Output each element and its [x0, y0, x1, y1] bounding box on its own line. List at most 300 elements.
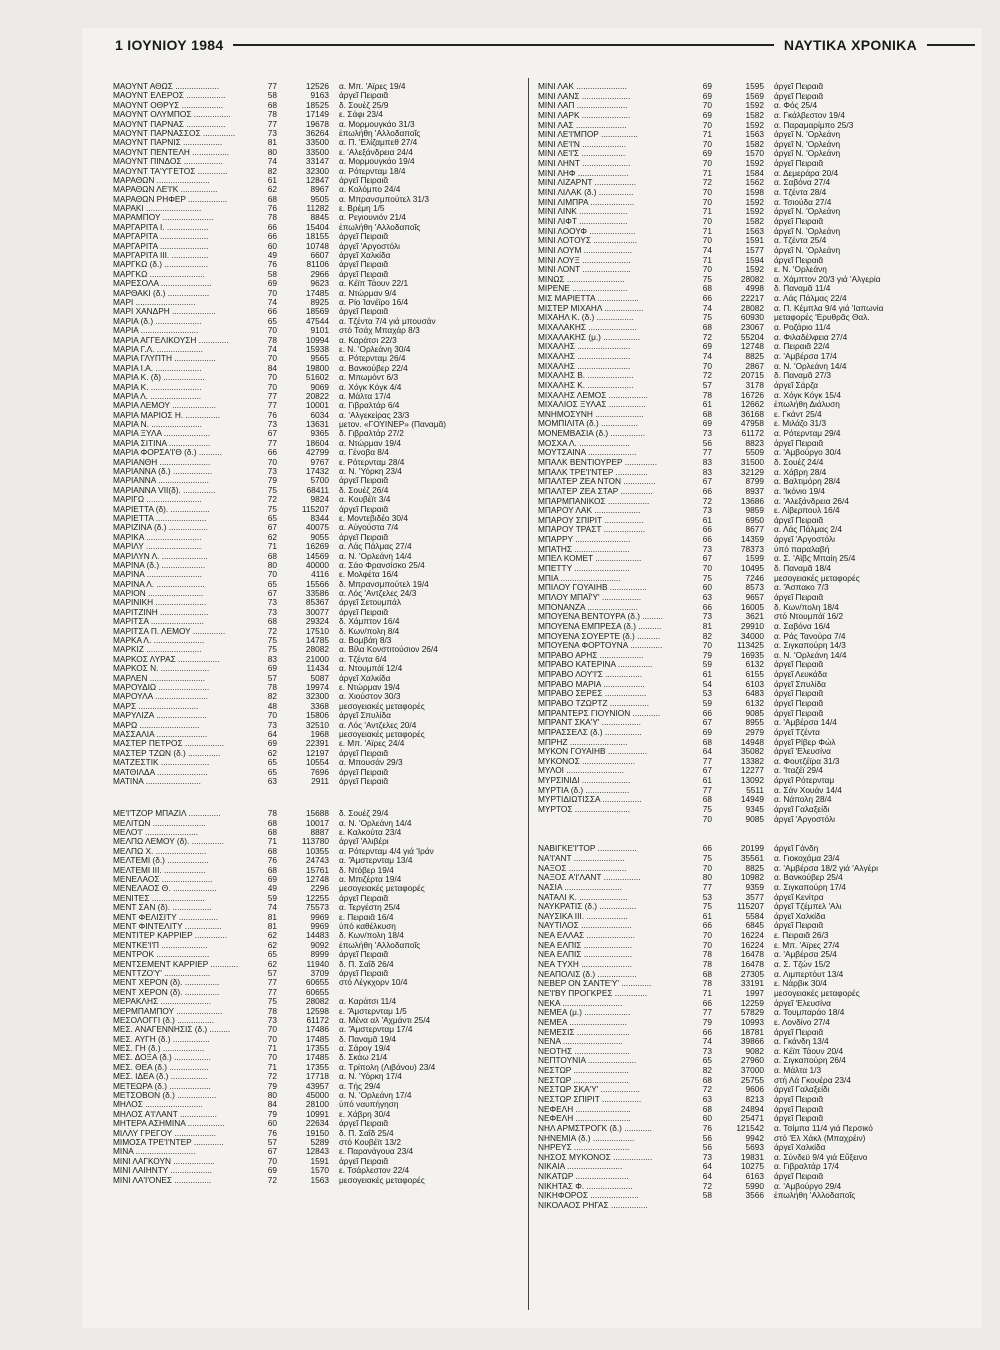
- ship-name: ΜΕΛΠΩ Χ. ......................: [113, 846, 207, 856]
- tonnage: 1563: [745, 130, 764, 140]
- build-year: 78: [267, 809, 277, 819]
- build-year: 66: [702, 535, 712, 545]
- ship-status: α. Χάμπτον 20/3 γιά 'Αλγερία: [774, 274, 881, 284]
- build-year: 78: [267, 1006, 277, 1016]
- ship-row: [538, 554, 970, 564]
- ship-row: [538, 795, 970, 805]
- tonnage: 22391: [305, 739, 329, 749]
- ship-row: [113, 401, 533, 410]
- ship-name: ΜΕΝΕΛΑΟΣ ......................: [113, 875, 213, 885]
- build-year: 61: [702, 911, 712, 921]
- ship-row: [113, 148, 533, 157]
- ship-status: δ. Παναμᾶ 18/4: [774, 564, 831, 574]
- build-year: 68: [267, 865, 277, 875]
- ship-row: [113, 739, 533, 748]
- ship-row: [113, 645, 533, 654]
- tonnage: 5584: [745, 911, 764, 921]
- ship-row: [538, 950, 970, 960]
- ship-status: στό Κουβέϊτ 13/2: [339, 1137, 401, 1147]
- tonnage: 24894: [740, 1104, 764, 1114]
- build-year: 84: [267, 1100, 277, 1110]
- ship-row: [113, 354, 533, 363]
- ship-status: α. 'Αμβέρσα 25/4: [774, 950, 837, 960]
- build-year: 57: [267, 968, 277, 978]
- build-year: 71: [702, 255, 712, 265]
- publication-title: ΝΑΥΤΙΚΑ ΧΡΟΝΙΚΑ: [783, 37, 917, 53]
- ship-status: άργεῖ Πειραιᾶ: [339, 232, 389, 242]
- ship-name: ΜΙΝΙ ΛΟΝΤ .....................: [538, 265, 631, 275]
- build-year: 81: [267, 138, 277, 148]
- build-year: 62: [267, 931, 277, 941]
- build-year: 71: [702, 168, 712, 178]
- ship-name: ΜΑΡΚΟΣ Ν. .....................: [113, 664, 210, 674]
- ship-name: ΜΕΛΠΩ ΛΕΜΟΥ (δ). ..............: [113, 837, 224, 847]
- ship-name: ΜΑΡΙΑ ΦΟΡΣΑ'Ι'Θ (δ.) ..........: [113, 448, 222, 458]
- ship-row: [113, 875, 533, 884]
- ship-row: [113, 242, 533, 251]
- ship-name: ΜΕΤΕΩΡΑ (δ.) ..................: [113, 1081, 211, 1091]
- tonnage: 12197: [305, 748, 329, 758]
- ship-name: ΜΙΧΑΗΛ Κ. (δ.) ................: [538, 313, 634, 323]
- tonnage: 9824: [310, 495, 329, 505]
- ship-name: ΜΕΣ. ΔΟΞΑ (δ.) ................: [113, 1053, 211, 1063]
- ship-name: ΜΗΛΟΣ Α'Ι'ΛΑΝΤ ................: [113, 1109, 217, 1119]
- ship-name: ΝΑΣΙΑ .........................: [538, 882, 622, 892]
- ship-row: [538, 391, 970, 401]
- ship-status: άργεῖ Κενίτρα: [774, 892, 824, 902]
- ship-name: ΜΑΡΑΘΩΝ ΛΕ'Ι'Κ ................: [113, 185, 218, 195]
- ship-row: [113, 664, 533, 673]
- ship-name: ΜΑΣΤΕΡ ΤΖΩΝ (δ.) ..............: [113, 748, 221, 758]
- tonnage: 8825: [745, 863, 764, 873]
- ship-row: [538, 844, 970, 854]
- tonnage: 11434: [306, 664, 329, 674]
- ship-status: άργεῖ Πειραιᾶ: [339, 1156, 389, 1166]
- ship-name: ΜΑΡΥΛΙΖΑ ......................: [113, 711, 207, 721]
- ship-row: [113, 809, 533, 818]
- ship-name: ΜΑΡΙΝΑ (δ.) ...................: [113, 560, 206, 570]
- build-year: 65: [267, 767, 277, 777]
- ship-status: ἐπωλήθη 'Αλλοδαποῖς: [774, 1191, 856, 1201]
- ship-name: ΜΑΡΙΑ ΞΥΛΑ ....................: [113, 429, 211, 439]
- tonnage: 9085: [745, 708, 764, 718]
- ship-row: [538, 641, 970, 651]
- ship-row: [538, 1124, 970, 1134]
- tonnage: 5509: [745, 448, 764, 458]
- build-year: 71: [702, 988, 712, 998]
- ship-row: [538, 1028, 970, 1038]
- ship-row: [538, 333, 970, 343]
- tonnage: 12748: [305, 875, 329, 885]
- tonnage: 7696: [310, 767, 329, 777]
- build-year: 70: [267, 1053, 277, 1063]
- ship-name: ΜΑΡΙΑΝΝΑ (δ.) .................: [113, 467, 213, 477]
- build-year: 57: [702, 380, 712, 390]
- build-year: 75: [702, 313, 712, 323]
- build-year: 79: [267, 1109, 277, 1119]
- tonnage: 28082: [740, 303, 764, 313]
- ship-name: ΜΟΣΧΑ Λ. ......................: [538, 438, 630, 448]
- build-year: 56: [702, 1133, 712, 1143]
- ship-status: άργεῖ Πειραιᾶ: [339, 1119, 389, 1129]
- ship-name: ΜΥΚΟΝΟΣ .......................: [538, 756, 636, 766]
- ship-name: ΜΑΡΟΥΔΙΩ ......................: [113, 683, 210, 692]
- tonnage: 1584: [745, 168, 764, 178]
- tonnage: 1582: [745, 216, 764, 226]
- build-year: 82: [267, 692, 277, 702]
- ship-status: α. Π. Κέμπλα 9/4 γιά 'Ιαπωνία: [774, 303, 884, 313]
- ship-row: [113, 185, 533, 194]
- ship-name: ΜΑΡΙΑ ΣΙΤΙΝΑ ..................: [113, 438, 211, 448]
- ship-name: ΝΕΜΕΣΙΣ .......................: [538, 1027, 630, 1037]
- build-year: 80: [267, 560, 277, 570]
- ship-row: [113, 533, 533, 542]
- build-year: 73: [267, 467, 277, 477]
- header-rule-right: [927, 44, 975, 46]
- tonnage: 6483: [745, 689, 764, 699]
- ship-status: δ. Παναμᾶ 27/3: [774, 371, 831, 381]
- build-year: 81: [267, 921, 277, 931]
- ship-status: άργεῖ 'Αλιβέρι: [339, 837, 389, 847]
- ship-name: ΜΑΡΙΝΙΚΗ ......................: [113, 598, 207, 608]
- ship-name: ΜΑΡΙΛΥΝ Λ. ....................: [113, 551, 208, 561]
- right-column: [538, 82, 970, 1211]
- build-year: 79: [702, 1017, 712, 1027]
- ship-status: άργεῖ Ν. 'Ορλεάνη: [774, 207, 841, 217]
- tonnage: 5289: [310, 1137, 329, 1147]
- ship-name: ΜΑΡΙΑΝΘΗ ......................: [113, 457, 211, 467]
- build-year: 49: [267, 884, 277, 894]
- ship-status: άργεῖ Ρότερνταμ: [774, 776, 835, 786]
- ship-row: [538, 660, 970, 670]
- ship-row: [113, 523, 533, 532]
- ship-name: ΜΑΡΙΝΑ ........................: [113, 570, 202, 580]
- build-year: 70: [267, 373, 277, 383]
- ship-row: [538, 699, 970, 709]
- tonnage: 1592: [745, 197, 764, 207]
- ship-status: α. 'Άμστερνταμ 13/4: [339, 856, 413, 866]
- ship-status: δ. Σουέζ 24/4: [774, 457, 824, 467]
- ship-status: άργεῖ Πειραιᾶ: [339, 91, 389, 101]
- tonnage: 7246: [745, 573, 764, 583]
- build-year: 73: [702, 544, 712, 554]
- ship-name: ΜΙΧΑΛΑΚΗΣ (μ.) ................: [538, 332, 641, 342]
- ship-status: άργεῖ Πειραιᾶ: [774, 438, 824, 448]
- tonnage: 18525: [305, 100, 329, 110]
- tonnage: 8887: [310, 828, 329, 838]
- ship-status: δ. Σουέζ 26/4: [339, 485, 389, 495]
- tonnage: 6155: [745, 670, 764, 680]
- ship-name: ΜΑΡΙΑ Κ. ......................: [113, 382, 202, 392]
- ship-status: α. Ρεγιουνιόν 21/4: [339, 213, 406, 223]
- ship-row: [538, 960, 970, 970]
- ship-name: ΜΠΑΡΟΥ ΣΠΙΡΙΤ .................: [538, 515, 644, 525]
- ship-status: άργεῖ Γάνδη: [774, 844, 819, 854]
- build-year: 68: [702, 284, 712, 294]
- ship-status: α. Γιοκοχάμα 23/4: [774, 853, 840, 863]
- ship-name: ΜΕΣ. ΑΝΑΓΕΝΝΗΣΙΣ (δ.) .........: [113, 1025, 231, 1035]
- tonnage: 113425: [736, 641, 764, 651]
- build-year: 69: [702, 82, 712, 91]
- tonnage: 5511: [746, 785, 764, 795]
- ship-row: [538, 101, 970, 111]
- tonnage: 14483: [305, 931, 329, 941]
- ship-status: α. Νάπολη 28/4: [774, 795, 832, 805]
- tonnage: 25471: [740, 1114, 764, 1124]
- tonnage: 1968: [310, 729, 329, 739]
- tonnage: 6132: [745, 699, 764, 708]
- tonnage: 19974: [305, 683, 329, 692]
- build-year: 68: [702, 737, 712, 747]
- ship-name: ΜΑΟΥΝΤ ΟΘΡΥΣ ..................: [113, 100, 224, 110]
- build-year: 66: [267, 307, 277, 317]
- ship-status: άργεῖ Πειραιᾶ: [774, 1114, 824, 1124]
- ship-name: ΜΙΝΙ ΛΙΖΑΡΝΤ ..................: [538, 178, 637, 188]
- tonnage: 1997: [745, 988, 764, 998]
- ship-name: ΜΙΝΙ ΛΑ'Ι'ΟΝΕΣ ................: [113, 1175, 212, 1185]
- tonnage: 61172: [741, 429, 764, 439]
- ship-status: α. Τζέντα 25/4: [774, 236, 827, 246]
- ship-status: ε. Σάφι 23/4: [339, 110, 383, 120]
- ship-status: άργεῖ Πειραιᾶ: [339, 767, 389, 777]
- build-year: 81: [267, 912, 277, 922]
- ship-row: [538, 1114, 970, 1124]
- build-year: 62: [267, 532, 277, 542]
- build-year: 61: [702, 515, 712, 525]
- ship-row: [113, 82, 533, 91]
- build-year: 70: [702, 931, 712, 941]
- ship-row: [113, 289, 533, 298]
- tonnage: 8925: [310, 297, 329, 307]
- ship-status: α. Ν. 'Υόρκη 23/4: [339, 467, 402, 477]
- ship-row: [538, 989, 970, 999]
- build-year: 71: [267, 542, 277, 552]
- ship-row: [538, 516, 970, 526]
- tonnage: 9565: [310, 354, 329, 364]
- ship-name: ΜΑΡΙΑ Κ. (δ) ..................: [113, 373, 205, 383]
- ship-status: α. Ν. 'Ορλεάνη 14/4: [774, 361, 847, 371]
- tonnage: 33500: [305, 138, 329, 148]
- build-year: 69: [267, 279, 277, 289]
- ship-name: ΜΑΤΖΕΣΤΙΚ .....................: [113, 758, 210, 768]
- ship-name: ΜΠΡΑΒΟ ΣΕΡΕΣ ..................: [538, 689, 647, 699]
- ship-row: [113, 1129, 533, 1138]
- section-gap: [113, 786, 533, 809]
- ship-row: [538, 159, 970, 169]
- ship-status: άργεῖ Ρίβερ Φώλ: [774, 737, 836, 747]
- ship-status: α. Ν. 'Ορλεάνη 14/4: [339, 551, 412, 561]
- ship-name: ΜΠΑΛΤΕΡ ΖΕΑ ΝΤΟΝ ..............: [538, 477, 656, 487]
- build-year: 77: [702, 756, 712, 766]
- ship-status: α. Σιγκαπούρη 26/4: [774, 1056, 846, 1066]
- tonnage: 9505: [310, 194, 329, 204]
- tonnage: 9359: [745, 882, 764, 892]
- ship-status: δ. Κων/πολη 18/4: [774, 602, 839, 612]
- ship-row: [538, 352, 970, 362]
- build-year: 70: [267, 326, 277, 336]
- build-year: 77: [267, 82, 277, 91]
- ship-name: ΝΑΥΚΡΑΤΙΣ (δ.) ................: [538, 902, 637, 912]
- build-year: 64: [702, 1162, 712, 1172]
- build-year: 74: [267, 344, 277, 354]
- ship-name: ΜΕΣ. ΙΔΕΑ (δ.) ................: [113, 1072, 208, 1082]
- ship-status: δ. Σουέζ 29/4: [339, 809, 389, 819]
- ship-name: ΜΠΛΟΥ ΜΠΑΪ'Υ' .................: [538, 592, 642, 602]
- ship-name: ΜΑΟΥΝΤ ΑΘΩΣ ...................: [113, 82, 219, 91]
- ship-status: άργεῖ Πειραιᾶ: [774, 1104, 824, 1114]
- ship-name: ΜΗΤΕΡΑ ΑΣΗΜΙΝΑ ................: [113, 1119, 225, 1129]
- tonnage: 10991: [305, 1109, 329, 1119]
- tonnage: 20199: [740, 844, 764, 854]
- ship-row: [113, 702, 533, 711]
- ship-name: ΜΑΟΥΝΤ ΠΑΡΝΑΣΣΟΣ ..............: [113, 128, 236, 138]
- ship-name: ΜΑΡΚΙΖ ........................: [113, 645, 202, 655]
- ship-name: ΜΙΝΙ ΛΑΡΚ .....................: [538, 110, 631, 120]
- ship-row: [538, 535, 970, 545]
- ship-status: άργεῖ Πειραιᾶ: [339, 260, 389, 270]
- ship-status: άργεῖ Χαλκίδα: [774, 1143, 826, 1153]
- build-year: 73: [267, 420, 277, 430]
- tonnage: 1577: [745, 245, 764, 255]
- ship-name: ΝΑΥΤΙΛΟΣ ......................: [538, 921, 632, 931]
- ship-status: α. Λάς Πάλμας 2/4: [774, 525, 842, 535]
- ship-status: άργεῖ Πειραιᾶ: [774, 255, 824, 265]
- build-year: 56: [702, 438, 712, 448]
- ship-row: [538, 207, 970, 217]
- ship-name: ΝΕΟΤΗΣ ........................: [538, 1046, 630, 1056]
- tonnage: [712, 1201, 764, 1211]
- tonnage: 8955: [745, 718, 764, 728]
- build-year: 66: [267, 232, 277, 242]
- ship-row: [113, 129, 533, 138]
- tonnage: 9069: [310, 382, 329, 392]
- build-year: 67: [702, 554, 712, 564]
- tonnage: 16269: [305, 542, 329, 552]
- ship-status: ἐπωλήθη 'Αλλοδαποῖς: [339, 222, 421, 232]
- ship-name: ΜΑΡΙΑ Ν. ......................: [113, 420, 202, 430]
- tonnage: 8799: [745, 477, 764, 487]
- build-year: 66: [702, 844, 712, 854]
- ship-status: [774, 1201, 970, 1211]
- ship-name: ΝΕΑ ΕΛΠΙΣ .....................: [538, 950, 633, 960]
- ship-row: [113, 176, 533, 185]
- ship-row: [113, 711, 533, 720]
- ship-row: [538, 970, 970, 980]
- tonnage: 12526: [305, 82, 329, 91]
- ship-status: α. Μάλτα 17/4: [339, 391, 391, 401]
- ship-status: α. Δεμεράρα 20/4: [774, 168, 839, 178]
- ship-row: [538, 246, 970, 256]
- ship-name: ΜΠΑΡΜΠΑΝΙΚΟΣ ..................: [538, 496, 650, 506]
- ship-status: δ. Σουέζ 25/9: [339, 100, 389, 110]
- section-gap: [538, 824, 970, 844]
- ship-name: ΜΑΡΙΓΩ ........................: [113, 495, 202, 505]
- ship-status: α. Τσιούδα 27/4: [774, 197, 832, 207]
- ship-name: ΜΟΝΕΜΒΑΣΙΑ (δ.) ...............: [538, 429, 646, 439]
- ship-row: [113, 420, 533, 429]
- tonnage: 68411: [306, 485, 329, 495]
- ship-status: άργεῖ Χαλκίδα: [774, 911, 826, 921]
- tonnage: 47958: [740, 419, 764, 429]
- build-year: 67: [267, 429, 277, 439]
- tonnage: 12255: [305, 893, 329, 903]
- ship-name: ΝΑΞΟΣ .........................: [538, 863, 627, 873]
- build-year: 72: [267, 1175, 277, 1185]
- ship-row: [113, 336, 533, 345]
- ship-status: α. Λάς Πάλμας 27/4: [339, 542, 412, 552]
- ship-row: [113, 232, 533, 241]
- build-year: 61: [702, 670, 712, 680]
- ship-name: ΜΙΝΙ ΛΟΥΜ .....................: [538, 245, 633, 255]
- ship-row: [538, 429, 970, 439]
- tonnage: 1592: [745, 159, 764, 169]
- ship-status: α. Μπωμόντ 6/3: [339, 373, 399, 383]
- tonnage: 6132: [745, 660, 764, 670]
- ship-row: [113, 988, 533, 997]
- tonnage: 28082: [305, 997, 329, 1007]
- build-year: 70: [702, 101, 712, 111]
- ship-row: [538, 121, 970, 131]
- ship-status: άργεῖ Τζέντα: [774, 727, 820, 737]
- ship-status: δ. Ντόβερ 19/4: [339, 865, 394, 875]
- ship-row: [538, 670, 970, 680]
- ship-list-section: [538, 82, 970, 824]
- ship-row: [113, 683, 533, 692]
- ship-status: άργεῖ Πειραιᾶ: [339, 950, 389, 960]
- build-year: 68: [702, 1104, 712, 1114]
- ship-status: α. Π. 'Ελίζαμπεθ 27/4: [339, 138, 418, 148]
- ship-name: ΜΑΡΙΤΣΑ .......................: [113, 617, 204, 627]
- build-year: 68: [267, 100, 277, 110]
- ship-status: α. Λός 'Αντζελες 20/4: [339, 720, 417, 730]
- tonnage: 19800: [305, 363, 329, 373]
- ship-name: ΜΠΑΡΟΥ ΛΑΚ ....................: [538, 506, 641, 516]
- tonnage: 15566: [305, 579, 329, 589]
- ship-row: [113, 458, 533, 467]
- ship-row: [113, 1147, 533, 1156]
- build-year: 80: [267, 1091, 277, 1101]
- ship-name: ΜΗΛΟΣ .........................: [113, 1100, 203, 1110]
- build-year: 83: [702, 467, 712, 477]
- ship-status: ε. Ρότερνταμ 28/4: [339, 457, 405, 467]
- build-year: 68: [267, 617, 277, 627]
- ship-status: α. Σαβόνα 16/4: [774, 621, 831, 631]
- ship-name: ΝΑΒΙΓΚΕ'Ι'ΤΟΡ .................: [538, 844, 637, 854]
- ship-name: ΜΕΣ. ΑΥΓΗ (δ.) ................: [113, 1034, 210, 1044]
- ship-status: δ. Κων/πολη 8/4: [339, 626, 400, 636]
- ship-status: δ. Γιβραλτάρ 27/2: [339, 429, 404, 439]
- ship-name: ΜΙΝΩΣ .........................: [538, 274, 625, 284]
- ship-status: ε. Μπ. 'Αϊρες 24/4: [339, 739, 405, 749]
- ship-status: α. 'Αλεξάνδρεια 26/4: [774, 496, 849, 506]
- ship-row: [113, 1035, 533, 1044]
- build-year: 62: [267, 185, 277, 195]
- tonnage: 45000: [305, 1091, 329, 1101]
- tonnage: 8213: [745, 1094, 764, 1104]
- ship-status: άργεῖ Πειραιᾶ: [339, 307, 389, 317]
- ship-status: α. Σιγκαπούρη 14/3: [774, 641, 846, 651]
- ship-row: [113, 1082, 533, 1091]
- ship-name: ΜΙΝΙ ΛΙΜΠΡΑ ...................: [538, 197, 635, 207]
- build-year: 69: [267, 875, 277, 885]
- ship-row: [538, 651, 970, 661]
- build-year: 68: [702, 409, 712, 419]
- ship-row: [113, 110, 533, 119]
- ship-row: [538, 883, 970, 893]
- build-year: 68: [267, 551, 277, 561]
- ship-status: άργεῖ Πειραιᾶ: [774, 921, 824, 931]
- build-year: 74: [702, 303, 712, 313]
